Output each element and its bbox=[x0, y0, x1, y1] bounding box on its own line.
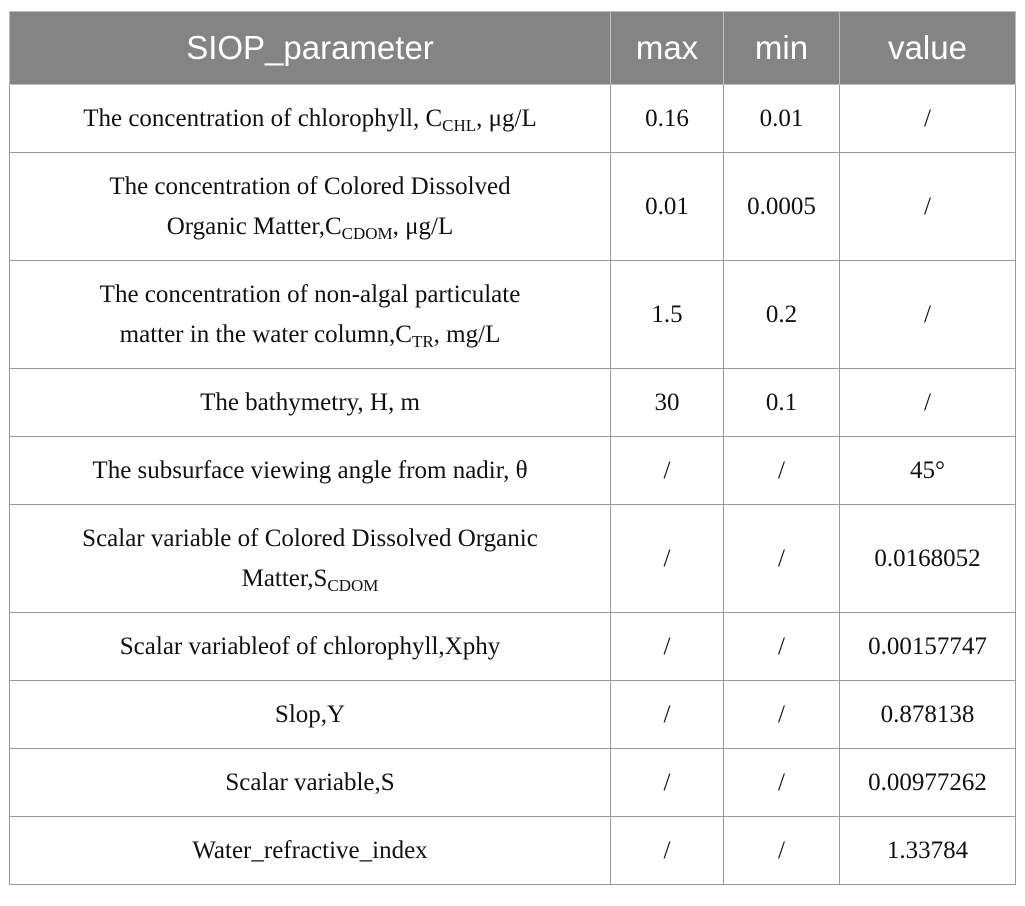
parameter-text: The concentration of chlorophyll, C bbox=[83, 104, 443, 132]
max-cell: / bbox=[611, 505, 724, 613]
parameter-unit: , mg/L bbox=[433, 320, 501, 348]
table-row bbox=[10, 817, 1016, 885]
subscript: CHL bbox=[442, 115, 477, 135]
min-cell: / bbox=[724, 681, 840, 749]
parameter-cell bbox=[10, 261, 611, 369]
max-cell: / bbox=[611, 681, 724, 749]
parameter-cell bbox=[10, 505, 611, 613]
table-row bbox=[10, 85, 1016, 153]
max-cell: / bbox=[611, 613, 724, 681]
parameter-cell bbox=[10, 85, 611, 153]
parameter-cell: Scalar variable,S bbox=[10, 749, 611, 817]
parameter-text: The concentration of Colored Dissolved bbox=[109, 172, 511, 200]
value-cell: 1.33784 bbox=[840, 817, 1016, 885]
parameter-text: The concentration of non-algal particulate bbox=[99, 280, 521, 308]
table-row bbox=[10, 437, 1016, 505]
parameter-text: Organic Matter,C bbox=[166, 212, 342, 240]
min-cell: / bbox=[724, 437, 840, 505]
max-cell: 0.16 bbox=[611, 85, 724, 153]
min-cell: / bbox=[724, 749, 840, 817]
max-cell: / bbox=[611, 817, 724, 885]
header-value: value bbox=[840, 12, 1016, 85]
subscript: CDOM bbox=[327, 575, 379, 595]
parameter-text: Matter,S bbox=[241, 564, 328, 592]
parameter-cell: The bathymetry, H, m bbox=[10, 369, 611, 437]
parameter-cell: Slop,Y bbox=[10, 681, 611, 749]
min-cell: 0.2 bbox=[724, 261, 840, 369]
min-cell: / bbox=[724, 613, 840, 681]
min-cell: 0.0005 bbox=[724, 153, 840, 261]
table-row bbox=[10, 261, 1016, 369]
value-cell: / bbox=[840, 261, 1016, 369]
parameter-cell bbox=[10, 153, 611, 261]
min-cell: 0.01 bbox=[724, 85, 840, 153]
table-row bbox=[10, 505, 1016, 613]
max-cell: 1.5 bbox=[611, 261, 724, 369]
subscript: TR bbox=[411, 331, 434, 351]
parameter-cell: Water_refractive_index bbox=[10, 817, 611, 885]
max-cell: / bbox=[611, 437, 724, 505]
max-cell: 30 bbox=[611, 369, 724, 437]
min-cell: / bbox=[724, 505, 840, 613]
value-cell: 0.0168052 bbox=[840, 505, 1016, 613]
parameter-cell: Scalar variableof of chlorophyll,Xphy bbox=[10, 613, 611, 681]
parameter-text: matter in the water column,C bbox=[119, 320, 412, 348]
max-cell: / bbox=[611, 749, 724, 817]
parameter-unit: , μg/L bbox=[392, 212, 454, 240]
parameter-text: Scalar variable of Colored Dissolved Organic bbox=[82, 524, 538, 552]
value-cell: 0.00157747 bbox=[840, 613, 1016, 681]
header-siop-parameter: SIOP_parameter bbox=[10, 12, 611, 85]
value-cell: 45° bbox=[840, 437, 1016, 505]
value-cell: / bbox=[840, 153, 1016, 261]
value-cell: / bbox=[840, 85, 1016, 153]
header-max: max bbox=[611, 12, 724, 85]
table-row bbox=[10, 749, 1016, 817]
table-row bbox=[10, 613, 1016, 681]
value-cell: 0.00977262 bbox=[840, 749, 1016, 817]
header-row bbox=[10, 12, 1016, 85]
max-cell: 0.01 bbox=[611, 153, 724, 261]
siop-parameter-table bbox=[9, 11, 1016, 885]
min-cell: / bbox=[724, 817, 840, 885]
table-row bbox=[10, 153, 1016, 261]
min-cell: 0.1 bbox=[724, 369, 840, 437]
parameter-unit: , μg/L bbox=[476, 104, 537, 132]
table-row bbox=[10, 369, 1016, 437]
table-row bbox=[10, 681, 1016, 749]
table-container bbox=[9, 11, 1016, 885]
value-cell: 0.878138 bbox=[840, 681, 1016, 749]
parameter-cell: The subsurface viewing angle from nadir, θ bbox=[10, 437, 611, 505]
header-min: min bbox=[724, 12, 840, 85]
subscript: CDOM bbox=[341, 223, 393, 243]
value-cell: / bbox=[840, 369, 1016, 437]
